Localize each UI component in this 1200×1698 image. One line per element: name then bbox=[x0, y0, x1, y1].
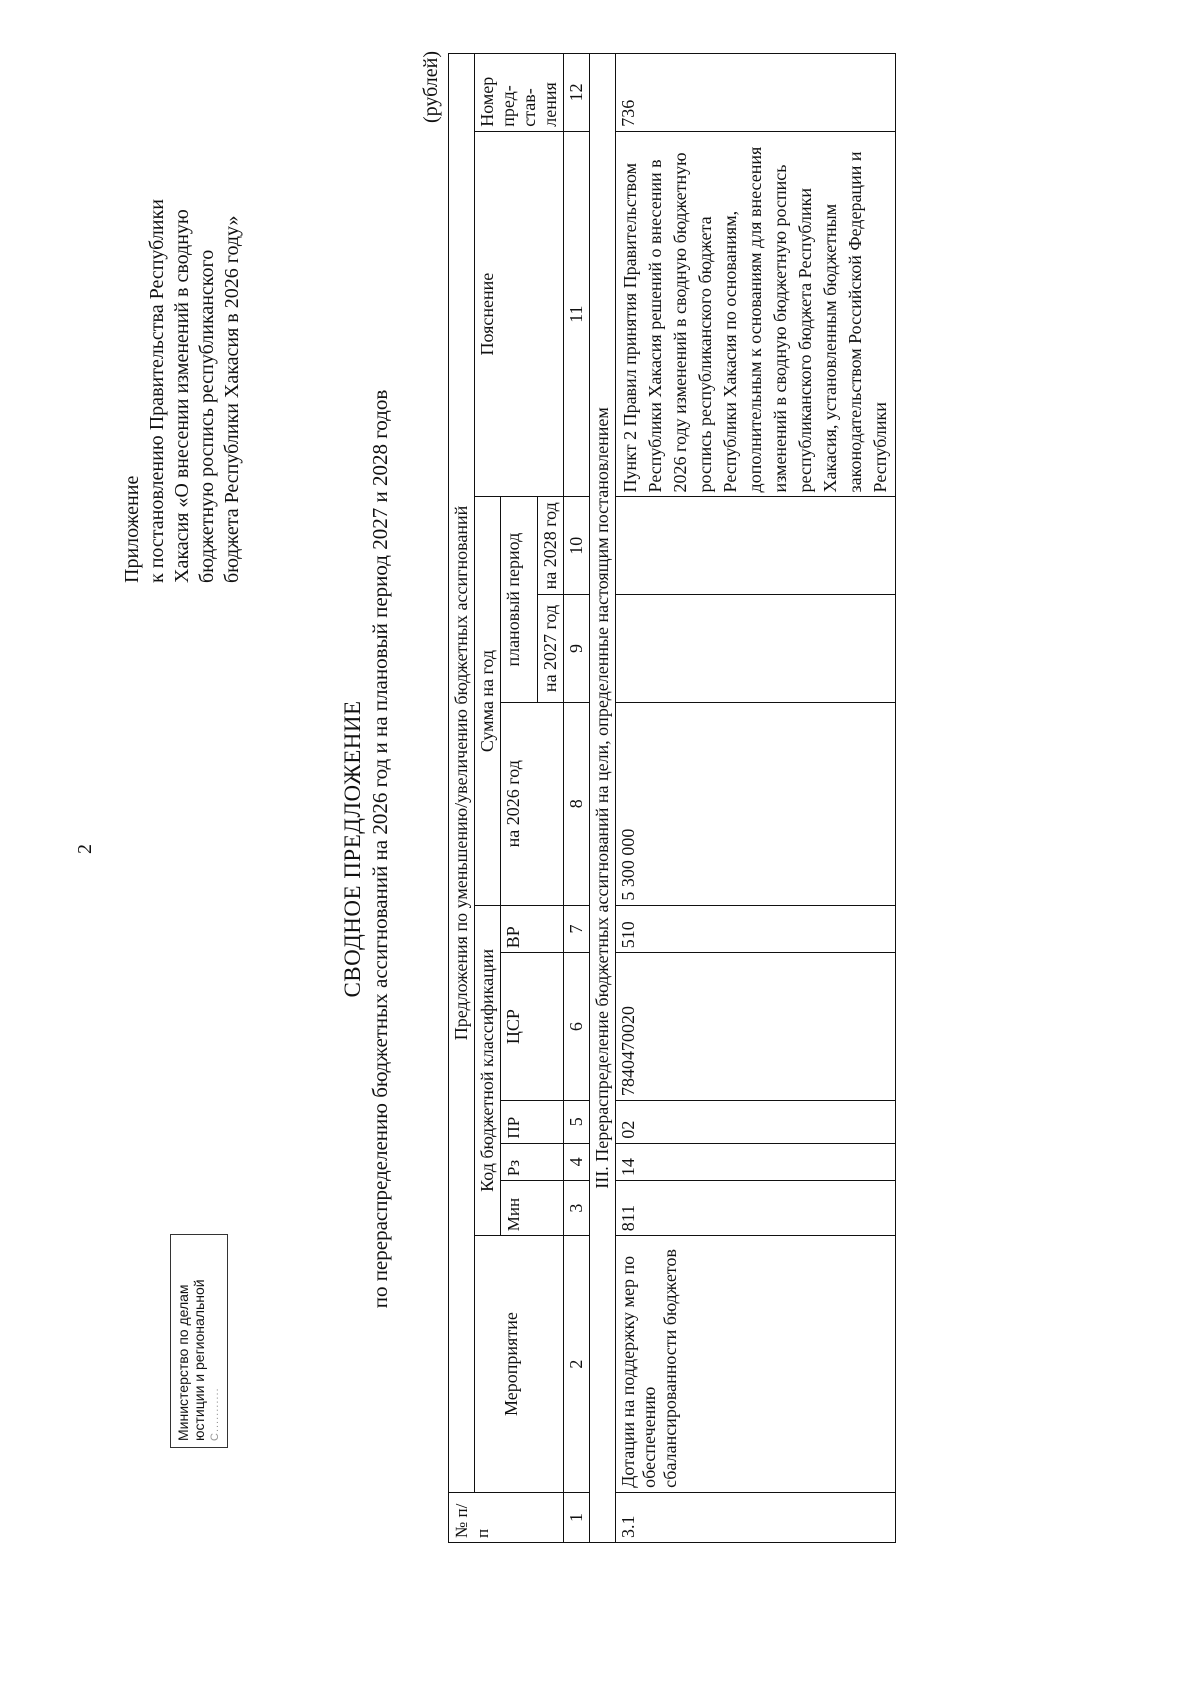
document-subtitle: по перераспределению бюджетных ассигнований на 2026 год и на плановый период 2027 и 2028 годов bbox=[368, 389, 392, 1309]
header-num: № п/п bbox=[449, 1492, 564, 1542]
registration-stamp bbox=[170, 1234, 228, 1448]
section-title: III. Перераспределение бюджетных ассигнований на цели, определенные настоящим постановлением bbox=[590, 54, 616, 1543]
header-csr: ЦСР bbox=[501, 953, 564, 1101]
column-number: 2 bbox=[564, 1236, 590, 1493]
header-vr: ВР bbox=[501, 905, 564, 953]
header-activity: Мероприятие bbox=[475, 1236, 564, 1493]
row-vr: 510 bbox=[616, 905, 896, 953]
header-rz: Рз bbox=[501, 1143, 564, 1181]
row-min: 811 bbox=[616, 1181, 896, 1236]
column-number: 1 bbox=[564, 1492, 590, 1542]
document-title: СВОДНОЕ ПРЕДЛОЖЕНИЕ bbox=[340, 700, 365, 998]
header-2028: на 2028 год bbox=[538, 497, 564, 595]
header-planned-period: плановый период bbox=[501, 497, 538, 702]
row-activity: Дотации на поддержку мер по обеспечению сбалансированности бюджетов bbox=[616, 1236, 896, 1493]
column-number: 8 bbox=[564, 702, 590, 905]
row-num: 3.1 bbox=[616, 1492, 896, 1542]
appendix-line: Приложение bbox=[121, 475, 143, 583]
column-number: 11 bbox=[564, 131, 590, 497]
column-number: 6 bbox=[564, 953, 590, 1101]
allocation-table bbox=[448, 53, 896, 1543]
row-2028 bbox=[616, 497, 896, 595]
table-row bbox=[616, 54, 896, 1543]
row-rz: 14 bbox=[616, 1143, 896, 1181]
header-explanation: Пояснение bbox=[475, 131, 564, 497]
column-numbers-row bbox=[564, 54, 590, 1543]
appendix-block bbox=[120, 23, 245, 583]
page-number: 2 bbox=[74, 844, 96, 854]
column-number: 5 bbox=[564, 1101, 590, 1144]
header-pr: ПР bbox=[501, 1101, 564, 1144]
column-number: 7 bbox=[564, 905, 590, 953]
appendix-line: бюджетную роспись республиканского bbox=[196, 249, 218, 583]
column-number: 9 bbox=[564, 595, 590, 703]
units-label: (рублей) bbox=[420, 50, 442, 123]
row-2026: 5 300 000 bbox=[616, 702, 896, 905]
header-2027: на 2027 год bbox=[538, 595, 564, 703]
column-number: 3 bbox=[564, 1181, 590, 1236]
row-2027 bbox=[616, 595, 896, 703]
appendix-line: к постановлению Правительства Республики bbox=[146, 199, 168, 583]
header-top-group: Предложения по уменьшению/увеличению бюджетных ассигнований bbox=[449, 54, 475, 1493]
column-number: 12 bbox=[564, 54, 590, 132]
appendix-line: бюджета Республики Хакасия в 2026 году» bbox=[221, 215, 243, 583]
column-number: 4 bbox=[564, 1143, 590, 1181]
row-explanation: Пункт 2 Правил принятия Правительством Республики Хакасия решений о внесении в 2026 году изменений в сводную бюджетную роспись республиканского бюджета Республики Хакасия по основаниям, дополнительным к основаниям для внесения изменений в сводную бюджетную роспись республиканского бюджета Республики Хакасия, установленным бюджетным законодательством Российской Федерации и Республики bbox=[616, 131, 896, 497]
header-code-group: Код бюджетной классификации bbox=[475, 905, 501, 1236]
stamp-line: С........... bbox=[209, 1387, 221, 1441]
row-submission-no: 736 bbox=[616, 54, 896, 132]
header-sum-group: Сумма на год bbox=[475, 497, 501, 905]
header-submission-no: Номер пред-став-ления bbox=[475, 54, 564, 132]
row-pr: 02 bbox=[616, 1101, 896, 1144]
header-min: Мин bbox=[501, 1181, 564, 1236]
stamp-line: Министерство по делам bbox=[175, 1284, 191, 1441]
row-csr: 7840470020 bbox=[616, 953, 896, 1101]
appendix-line: Хакасия «О внесении изменений в сводную bbox=[171, 209, 193, 583]
column-number: 10 bbox=[564, 497, 590, 595]
header-2026: на 2026 год bbox=[501, 702, 564, 905]
stamp-line: юстиции и региональной bbox=[191, 1279, 207, 1441]
